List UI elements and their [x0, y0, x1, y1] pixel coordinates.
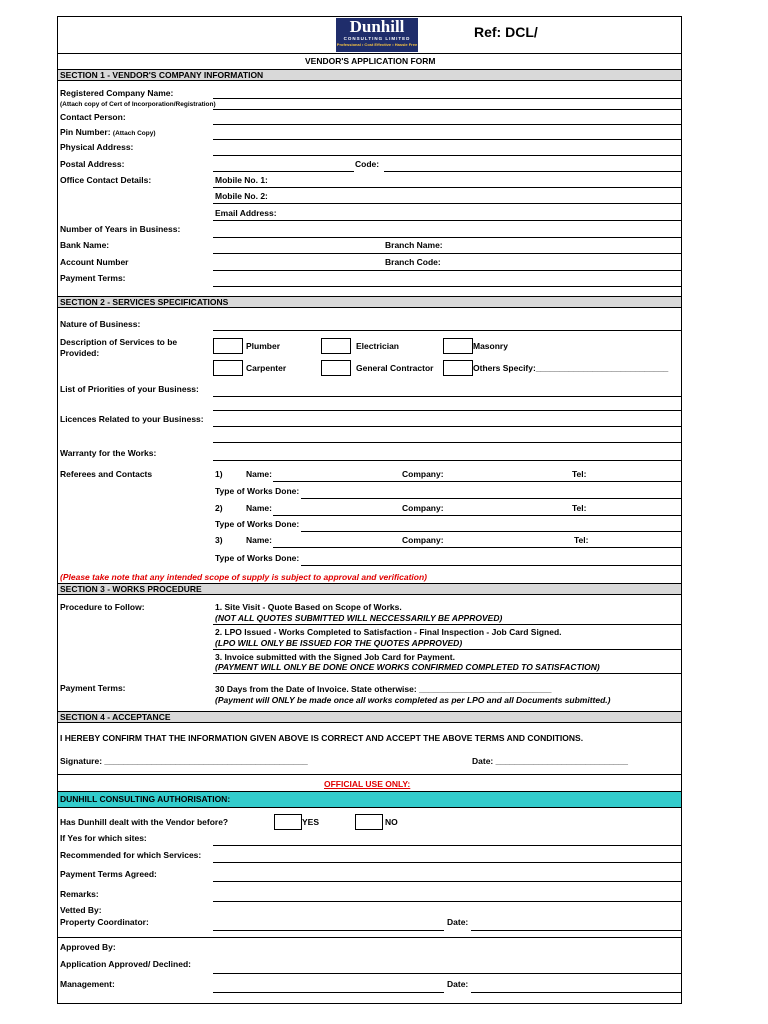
field-approved-declined[interactable]: [213, 973, 681, 974]
field-mobile2[interactable]: [213, 203, 681, 204]
label-payment-terms-s3: Payment Terms:: [60, 683, 126, 693]
label-payment-agreed: Payment Terms Agreed:: [60, 869, 157, 879]
label-procedure: Procedure to Follow:: [60, 602, 145, 612]
label-mobile2: Mobile No. 2:: [215, 191, 268, 201]
label-branch-code: Branch Code:: [385, 257, 441, 267]
section3-header: SECTION 3 - WORKS PROCEDURE: [58, 583, 681, 595]
referee2-number: 2): [215, 503, 223, 513]
label-management: Management:: [60, 979, 115, 989]
referee2-type-works-label: Type of Works Done:: [215, 519, 300, 529]
referee3-type-works-label: Type of Works Done:: [215, 553, 300, 563]
vendor-application-form: [57, 16, 682, 1004]
reference-number: Ref: DCL/: [474, 24, 538, 40]
label-account-number: Account Number: [60, 257, 129, 267]
field-licences-line2[interactable]: [213, 442, 681, 443]
section2-header: SECTION 2 - SERVICES SPECIFICATIONS: [58, 296, 681, 308]
field-coordinator-date[interactable]: [471, 930, 681, 931]
referee1-name-label: Name:: [246, 469, 272, 479]
procedure-divider-2: [213, 649, 681, 650]
label-dealt-before: Has Dunhill dealt with the Vendor before?: [60, 817, 229, 827]
label-electrician: Electrician: [356, 341, 399, 351]
field-nature-business[interactable]: [213, 330, 681, 331]
header-divider: [58, 53, 681, 54]
field-warranty[interactable]: [213, 460, 681, 461]
field-pin-number[interactable]: [213, 139, 681, 140]
referee3-company-label: Company:: [402, 535, 444, 545]
checkbox-electrician[interactable]: [321, 338, 351, 354]
field-bank-name[interactable]: [213, 253, 681, 254]
checkbox-others[interactable]: [443, 360, 473, 376]
label-others-specify: Others Specify:____________________________: [473, 363, 669, 373]
label-referees: Referees and Contacts: [60, 469, 153, 479]
referee3-tel-label: Tel:: [574, 535, 589, 545]
referee2-tel-label: Tel:: [572, 503, 587, 513]
label-contact-person: Contact Person:: [60, 112, 126, 122]
label-approved-by: Approved By:: [60, 942, 116, 952]
label-priorities: List of Priorities of your Business:: [60, 384, 199, 394]
checkbox-carpenter[interactable]: [213, 360, 243, 376]
procedure-step1-note: (NOT ALL QUOTES SUBMITTED WILL NECCESSARILY BE APPROVED): [215, 613, 503, 623]
field-referee1[interactable]: [273, 481, 681, 482]
label-no: NO: [385, 817, 398, 827]
label-description-services: Description of Services to be: [60, 337, 178, 347]
label-pin-number: Pin Number: (Attach Copy): [60, 127, 156, 137]
field-referee3[interactable]: [273, 547, 681, 548]
payment-terms-value: 30 Days from the Date of Invoice. State otherwise: ____________________________: [215, 684, 552, 694]
label-plumber: Plumber: [246, 341, 281, 351]
label-masonry: Masonry: [473, 341, 508, 351]
label-vetted-by: Vetted By:: [60, 905, 102, 915]
signature-field[interactable]: Signature: ___________________________________________: [60, 756, 308, 766]
field-management[interactable]: [213, 992, 444, 993]
referee1-number: 1): [215, 469, 223, 479]
field-registered-company-line2[interactable]: [213, 109, 681, 110]
field-priorities[interactable]: [213, 396, 681, 397]
procedure-step3-note: (PAYMENT WILL ONLY BE DONE ONCE WORKS CONFIRMED COMPLETED TO SATISFACTION): [215, 662, 600, 672]
field-code[interactable]: [384, 171, 681, 172]
label-carpenter: Carpenter: [246, 363, 287, 373]
field-payment-agreed[interactable]: [213, 881, 681, 882]
acceptance-statement: I HEREBY CONFIRM THAT THE INFORMATION GIVEN ABOVE IS CORRECT AND ACCEPT THE ABOVE TERMS AND CONDITIONS.: [60, 733, 584, 743]
field-contact-person[interactable]: [213, 124, 681, 125]
referee3-name-label: Name:: [246, 535, 272, 545]
label-recommended: Recommended for which Services:: [60, 850, 202, 860]
label-general-contractor: General Contractor: [356, 363, 434, 373]
checkbox-masonry[interactable]: [443, 338, 473, 354]
procedure-divider-3: [213, 673, 681, 674]
label-nature-business: Nature of Business:: [60, 319, 141, 329]
field-email[interactable]: [213, 220, 681, 221]
payment-terms-note: (Payment will ONLY be made once all works completed as per LPO and all Documents submitted.): [215, 695, 611, 705]
referee3-number: 3): [215, 535, 223, 545]
field-referee2[interactable]: [273, 515, 681, 516]
label-warranty: Warranty for the Works:: [60, 448, 157, 458]
field-remarks[interactable]: [213, 901, 681, 902]
label-registered-company: Registered Company Name:: [60, 88, 174, 98]
field-years-business[interactable]: [213, 237, 681, 238]
label-which-sites: If Yes for which sites:: [60, 833, 147, 843]
procedure-step3: 3. Invoice submitted with the Signed Job Card for Payment.: [215, 652, 455, 662]
label-payment-terms: Payment Terms:: [60, 273, 126, 283]
label-office-contact: Office Contact Details:: [60, 175, 152, 185]
official-use-only-label: OFFICIAL USE ONLY:: [324, 779, 411, 789]
field-management-date[interactable]: [471, 992, 681, 993]
label-description-services-2: Provided:: [60, 348, 100, 358]
referee1-type-works-label: Type of Works Done:: [215, 486, 300, 496]
field-referee3-type-works[interactable]: [301, 565, 681, 566]
referee2-name-label: Name:: [246, 503, 272, 513]
label-coordinator-date: Date:: [447, 917, 469, 927]
section4-header: SECTION 4 - ACCEPTANCE: [58, 711, 681, 723]
label-email: Email Address:: [215, 208, 277, 218]
field-which-sites[interactable]: [213, 845, 681, 846]
referee1-company-label: Company:: [402, 469, 444, 479]
acceptance-date-field[interactable]: Date: ____________________________: [472, 756, 628, 766]
field-recommended[interactable]: [213, 862, 681, 863]
procedure-divider-1: [213, 624, 681, 625]
field-mobile1[interactable]: [213, 187, 681, 188]
label-approved-declined: Application Approved/ Declined:: [60, 959, 191, 969]
authorisation-header: DUNHILL CONSULTING AUTHORISATION:: [58, 791, 681, 808]
label-code: Code:: [355, 159, 380, 169]
dunhill-logo: Dunhill CONSULTING LIMITED Professional • Cost Effective • Hassle Free: [336, 18, 418, 52]
procedure-step2-note: (LPO WILL ONLY BE ISSUED FOR THE QUOTES APPROVED): [215, 638, 463, 648]
field-payment-terms[interactable]: [213, 286, 681, 287]
label-property-coordinator: Property Coordinator:: [60, 917, 149, 927]
field-postal-address[interactable]: [213, 171, 354, 172]
label-bank-name: Bank Name:: [60, 240, 110, 250]
label-physical-address: Physical Address:: [60, 142, 134, 152]
label-licences: Licences Related to your Business:: [60, 414, 204, 424]
field-physical-address[interactable]: [213, 155, 681, 156]
checkbox-plumber[interactable]: [213, 338, 243, 354]
official-divider: [58, 774, 681, 775]
field-registered-company[interactable]: [213, 98, 681, 99]
field-priorities-line2[interactable]: [213, 410, 681, 411]
field-property-coordinator[interactable]: [213, 930, 444, 931]
referee1-tel-label: Tel:: [572, 469, 587, 479]
section1-header: SECTION 1 - VENDOR'S COMPANY INFORMATION: [58, 69, 681, 81]
form-title: VENDOR'S APPLICATION FORM: [305, 56, 436, 66]
label-management-date: Date:: [447, 979, 469, 989]
procedure-step2: 2. LPO Issued - Works Completed to Satisfaction - Final Inspection - Job Card Signed.: [215, 627, 562, 637]
checkbox-general-contractor[interactable]: [321, 360, 351, 376]
label-remarks: Remarks:: [60, 889, 99, 899]
scope-approval-note: (Please take note that any intended scope of supply is subject to approval and verification): [60, 572, 427, 582]
label-yes: YES: [302, 817, 320, 827]
field-referee1-type-works[interactable]: [301, 498, 681, 499]
referee2-company-label: Company:: [402, 503, 444, 513]
field-account-number[interactable]: [213, 270, 681, 271]
procedure-step1: 1. Site Visit - Quote Based on Scope of Works.: [215, 602, 402, 612]
label-mobile1: Mobile No. 1:: [215, 175, 268, 185]
label-attach-cert: (Attach copy of Cert of Incorporation/Registration): [60, 101, 216, 108]
field-licences[interactable]: [213, 426, 681, 427]
label-branch-name: Branch Name:: [385, 240, 443, 250]
label-years-business: Number of Years in Business:: [60, 224, 181, 234]
checkbox-no[interactable]: [355, 814, 383, 830]
label-postal-address: Postal Address:: [60, 159, 125, 169]
checkbox-yes[interactable]: [274, 814, 302, 830]
approval-divider: [58, 937, 681, 938]
field-referee2-type-works[interactable]: [301, 531, 681, 532]
